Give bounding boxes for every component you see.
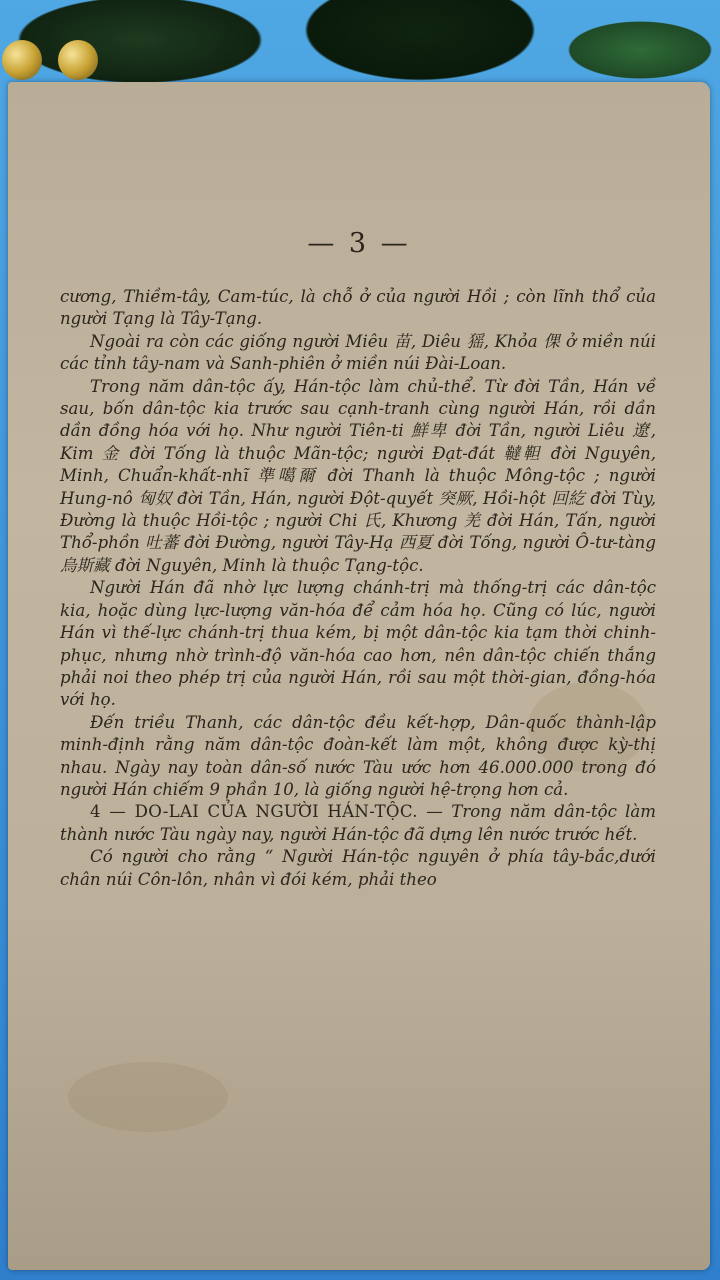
page-number: — 3 — <box>307 228 411 259</box>
paragraph: cương, Thiềm-tây, Cam-túc, là chỗ ở của người Hồi ; còn lĩnh thổ của người Tạng là Tây-Tạng. <box>60 287 656 329</box>
paragraph: Trong năm dân-tộc ấy, Hán-tộc làm chủ-thể. Từ đời Tần, Hán về sau, bốn dân-tộc kia trước sau cạnh-tranh cùng người Hán, rồi dần dần đồng hóa với họ. Như người Tiên-ti 鮮卑 đời Tần, người Liêu 遼, Kim 金 đời Tống là thuộc Mãn-tộc; người Đạt-đát 韃靼 đời Nguyên, Minh, Chuẩn-khất-nhĩ 準噶爾 đời Thanh là thuộc Mông-tộc ; người Hung-nô 匈奴 đời Tần, Hán, người Đột-quyết 突厥, Hồi-hột 回紇 đời Tùy, Đường là thuộc Hồi-tộc ; người Chi 氏, Khương 羌 đời Hán, Tấn, người Thổ-phồn 吐蕃 đời Đường, người Tây-Hạ 西夏 đời Tống, người Ô-tư-tàng 烏斯藏 đời Nguyên, Minh là thuộc Tạng-tộc. <box>60 376 656 575</box>
paragraph: Người Hán đã nhờ lực lượng chánh-trị mà thống-trị các dân-tộc kia, hoặc dùng lực-lượng văn-hóa để cảm hóa họ. Cũng có lúc, người Hán vì thế-lực chánh-trị thua kém, bị một dân-tộc kia tạm thời chinh-phục, nhưng nhờ trình-độ văn-hóa cao hơn, nên dân-tộc chiến thắng phải noi theo phép trị của người Hán, rồi sau một thời-gian, đồng-hóa với họ. <box>60 578 656 710</box>
paragraph: Có người cho rằng “ Người Hán-tộc nguyên ở phía tây-bắc,dưới chân núi Côn-lôn, nhân vì đói kém, phải theo <box>60 847 656 889</box>
book-page <box>8 82 710 1270</box>
paragraph: Ngoài ra còn các giống người Miêu 苗, Diêu 猺, Khỏa 倮 ở miền núi các tỉnh tây-nam và Sanh-phiên ở miền núi Đài-Loan. <box>60 331 656 374</box>
page-body <box>60 286 656 891</box>
section-paragraph: 4 — DO-LAI CỦA NGƯỜI HÁN-TỘC. — Trong năm dân-tộc làm thành nước Tàu ngày nay, người Hán-tộc đã dựng lên nước trước hết. <box>60 802 656 844</box>
section-heading: 4 — DO-LAI CỦA NGƯỜI HÁN-TỘC. — <box>90 802 444 822</box>
gold-ornament <box>58 40 98 80</box>
gold-ornament <box>2 40 42 80</box>
paragraph: Đến triều Thanh, các dân-tộc đều kết-hợp, Dân-quốc thành-lập minh-định rằng năm dân-tộc đoàn-kết làm một, không được kỳ-thị nhau. Ngày nay toàn dân-số nước Tàu ước hơn 46.000.000 trong đó người Hán chiếm 9 phần 10, là giống người hệ-trọng hơn cả. <box>60 712 656 799</box>
paper-stain <box>68 1062 228 1132</box>
